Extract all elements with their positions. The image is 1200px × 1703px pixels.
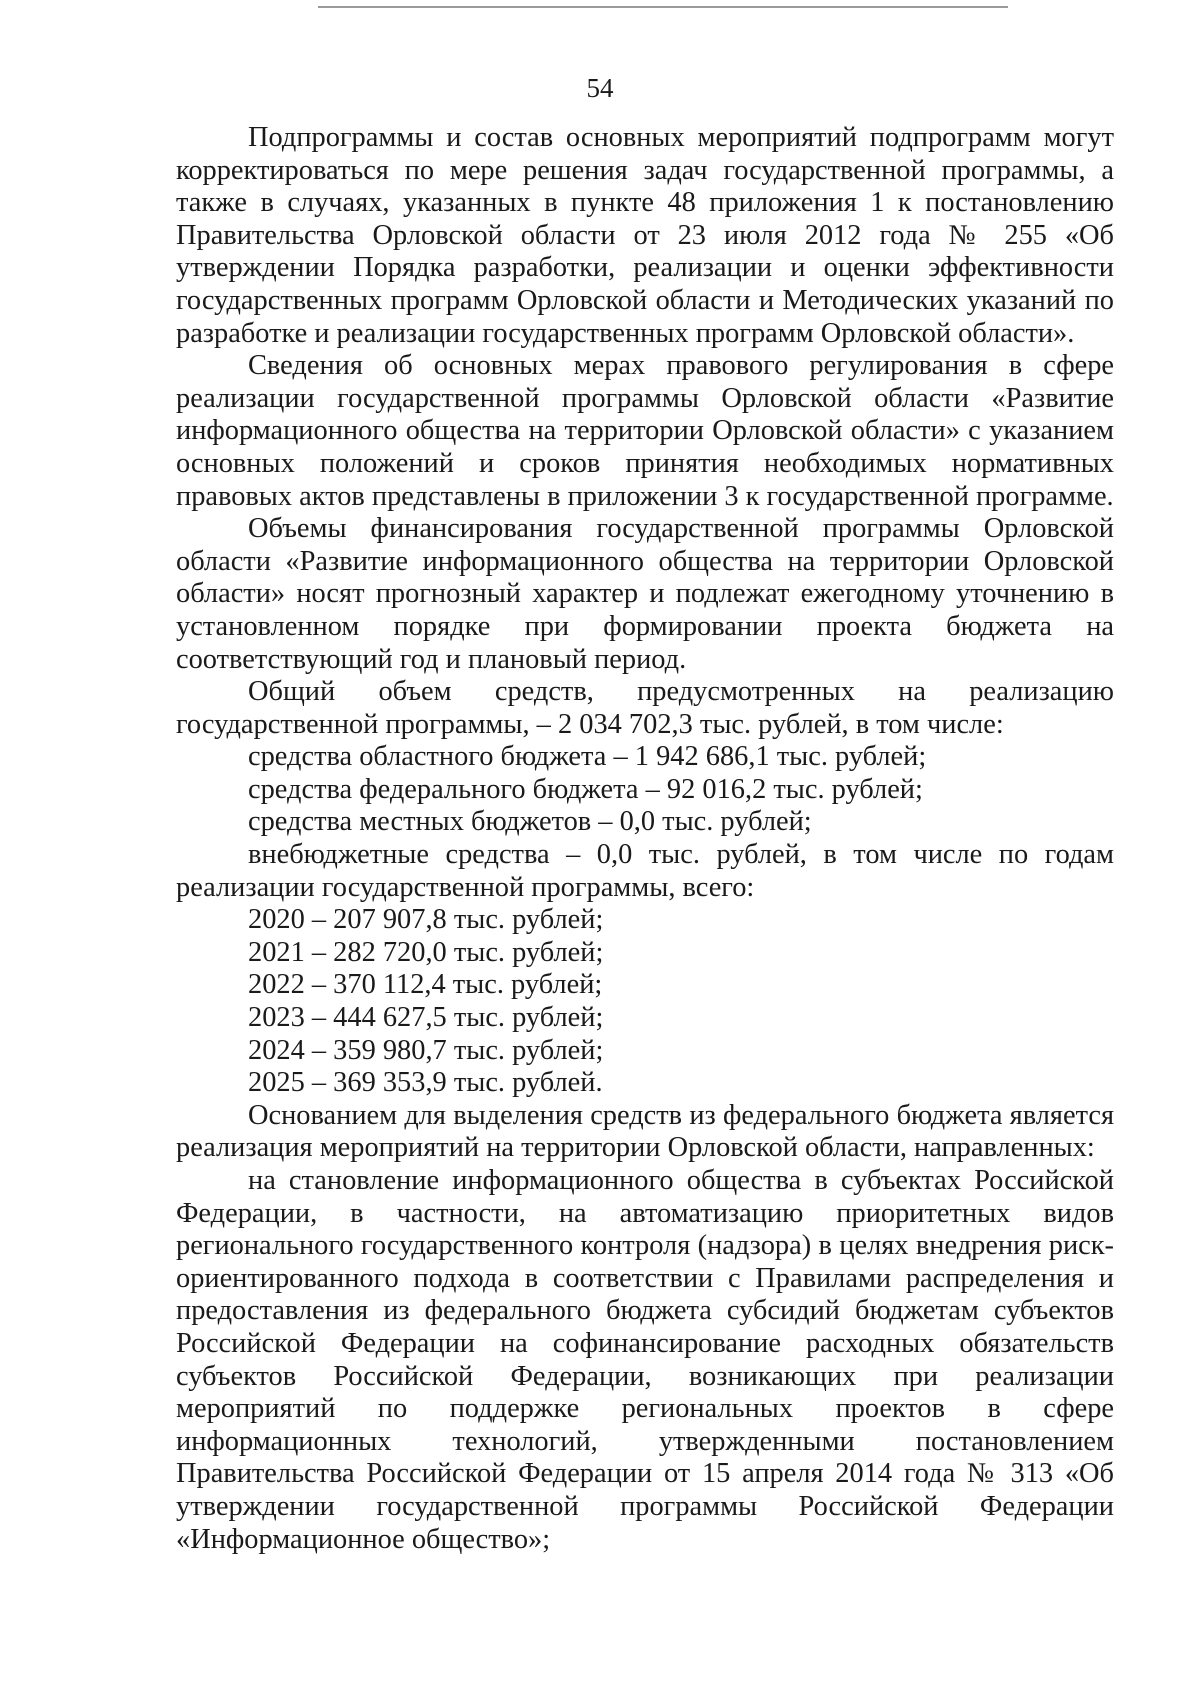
year-item-2025: 2025 – 369 353,9 тыс. рублей. — [248, 1067, 603, 1099]
top-rule — [318, 6, 1008, 8]
year-item-2021: 2021 – 282 720,0 тыс. рублей; — [248, 936, 604, 968]
paragraph-total-volume: Общий объем средств, предусмотренных на реализацию государственной программы, – 2 034 702,3 тыс. рублей, в том числе: — [176, 676, 1114, 740]
year-item-2022: 2022 – 370 112,4 тыс. рублей; — [248, 969, 603, 1001]
paragraph-funding-volumes: Объемы финансирования государственной программы Орловской области «Развитие информационного общества на территории Орловской области» носят прогнозный характер и подлежат ежегодному уточнению в установленном порядке при формировании проекта бюджета на соответствующий год и плановый период. — [176, 513, 1114, 675]
paragraph-regional-budget: средства областного бюджета – 1 942 686,1 тыс. рублей; — [248, 741, 927, 773]
paragraph-local-budgets: средства местных бюджетов – 0,0 тыс. рублей; — [248, 806, 812, 838]
year-item-2024: 2024 – 359 980,7 тыс. рублей; — [248, 1034, 604, 1066]
paragraph-legal-regulation: Сведения об основных мерах правового регулирования в сфере реализации государственной программы Орловской области «Развитие информационного общества на территории Орловской области» с указанием основных положений и сроков принятия необходимых нормативных правовых актов представлены в приложении 3 к государственной программе. — [176, 350, 1114, 512]
years-list — [176, 904, 1114, 1100]
paragraph-extra-budgetary: внебюджетные средства – 0,0 тыс. рублей, в том числе по годам реализации государственной программы, всего: — [176, 839, 1114, 903]
year-item-2020: 2020 – 207 907,8 тыс. рублей; — [248, 904, 604, 936]
paragraph-federal-basis: Основанием для выделения средств из федерального бюджета является реализация мероприятий на территории Орловской области, направленных: — [176, 1099, 1114, 1164]
year-item-2023: 2023 – 444 627,5 тыс. рублей; — [248, 1002, 604, 1034]
paragraph-information-society: на становление информационного общества в субъектах Российской Федерации, в частности, на автоматизацию приоритетных видов регионального государственного контроля (надзора) в целях внедрения риск-ориентированного подхода в соответствии с Правилами распределения и предоставления из федерального бюджета субсидий бюджетам субъектов Российской Федерации на софинансирование расходных обязательств субъектов Российской Федерации, возникающих при реализации мероприятий по поддержке региональных проектов в сфере информационных технологий, утвержденными постановлением Правительства Российской Федерации от 15 апреля 2014 года № 313 «Об утверждении государственной программы Российской Федерации «Информационное общество»; — [176, 1165, 1114, 1555]
page-body — [176, 122, 1114, 1556]
paragraph-federal-budget: средства федерального бюджета – 92 016,2 тыс. рублей; — [248, 773, 923, 805]
page-number: 54 — [586, 73, 614, 103]
paragraph-subprograms: Подпрограммы и состав основных мероприятий подпрограмм могут корректироваться по мере решения задач государственной программы, а также в случаях, указанных в пункте 48 приложения 1 к постановлению Правительства Орловской области от 23 июля 2012 года № 255 «Об утверждении Порядка разработки, реализации и оценки эффективности государственных программ Орловской области и Методических указаний по разработке и реализации государственных программ Орловской области». — [176, 122, 1114, 349]
